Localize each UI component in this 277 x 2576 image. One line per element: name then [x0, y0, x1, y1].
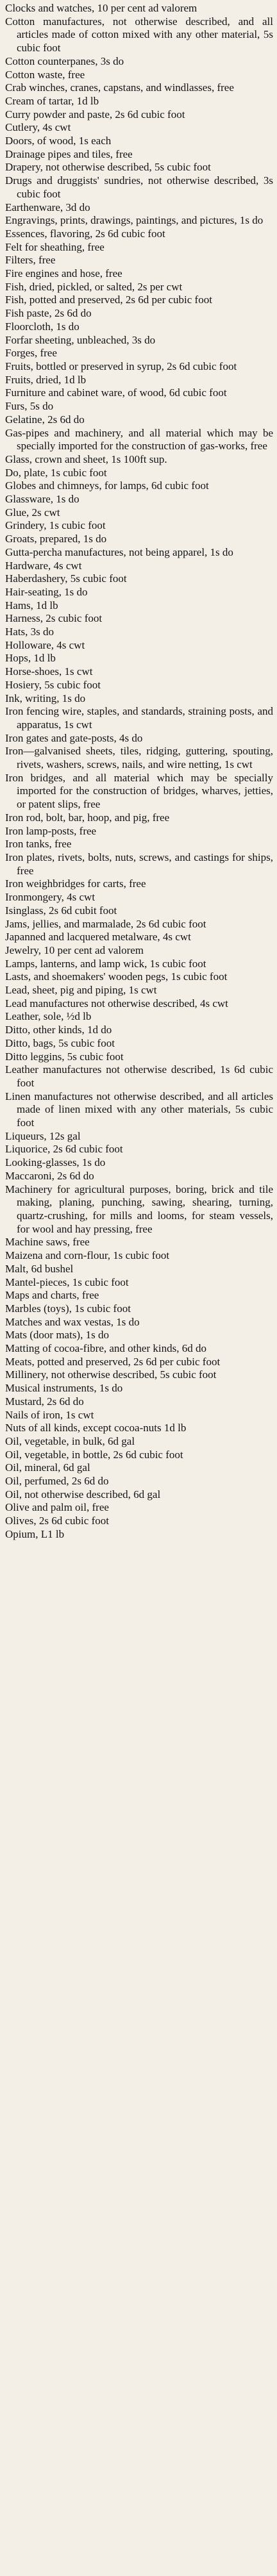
tariff-entry: Holloware, 4s cwt — [5, 638, 85, 651]
tariff-entry: Liquorice, 2s 6d cubic foot — [5, 1143, 123, 1156]
tariff-entry: Linen manufactures not otherwise described, and all articles made of linen mixed with any other materials, 5s cubic foot — [5, 1090, 273, 1129]
tariff-entry: Marbles (toys), 1s cubic foot — [5, 1302, 131, 1315]
tariff-entry: Lasts, and shoemakers' wooden pegs, 1s cubic foot — [5, 970, 228, 983]
tariff-entry: Leather, sole, ½d lb — [5, 1010, 92, 1023]
tariff-entry: Ditto, bags, 5s cubic foot — [5, 1036, 115, 1049]
tariff-entry: Olives, 2s 6d cubic foot — [5, 1515, 109, 1527]
tariff-entry: Drainage pipes and tiles, free — [5, 147, 133, 160]
tariff-entry: Oil, perfumed, 2s 6d do — [5, 1475, 109, 1488]
tariff-entry: Oil, not otherwise described, 6d gal — [5, 1488, 161, 1500]
tariff-entry: Cotton waste, free — [5, 68, 85, 81]
tariff-entry: Japanned and lacquered metalware, 4s cwt — [5, 931, 191, 943]
tariff-entry: Mantel-pieces, 1s cubic foot — [5, 1276, 129, 1288]
tariff-entry: Malt, 6d bushel — [5, 1262, 74, 1275]
tariff-entry: Fruits, bottled or preserved in syrup, 2s 6d cubic foot — [5, 360, 237, 372]
tariff-entry: Iron fencing wire, staples, and standards, straining posts, and apparatus, 1s cwt — [5, 705, 273, 731]
tariff-entry: Machine saws, free — [5, 1236, 90, 1249]
tariff-entry: Hops, 1d lb — [5, 652, 56, 665]
tariff-entry: Isinglass, 2s 6d cubit foot — [5, 904, 117, 917]
tariff-entry: Leather manufactures not otherwise described, 1s 6d cubic foot — [5, 1063, 273, 1089]
tariff-entry: Opium, L1 lb — [5, 1527, 65, 1540]
tariff-list — [5, 2, 273, 1541]
tariff-entry: Ditto, other kinds, 1d do — [5, 1024, 112, 1036]
tariff-entry: Jewelry, 10 per cent ad valorem — [5, 943, 144, 956]
tariff-entry: Glassware, 1s do — [5, 493, 80, 506]
tariff-entry: Drugs and druggists' sundries, not otherwise described, 3s cubic foot — [5, 174, 273, 200]
tariff-entry: Iron bridges, and all material which may be specially imported for the construction of bridges, wharves, jetties, or patent slips, free — [5, 771, 273, 811]
tariff-entry: Filters, free — [5, 254, 56, 267]
tariff-entry: Fish, dried, pickled, or salted, 2s per cwt — [5, 280, 183, 293]
tariff-entry: Oil, mineral, 6d gal — [5, 1461, 90, 1474]
tariff-entry: Iron tanks, free — [5, 838, 72, 851]
tariff-entry: Glue, 2s cwt — [5, 506, 60, 519]
tariff-entry: Drapery, not otherwise described, 5s cubic foot — [5, 161, 211, 174]
tariff-entry: Hats, 3s do — [5, 626, 55, 638]
tariff-entry: Floorcloth, 1s do — [5, 320, 80, 333]
tariff-entry: Forfar sheeting, unbleached, 3s do — [5, 333, 156, 346]
tariff-entry: Crab winches, cranes, capstans, and windlasses, free — [5, 81, 234, 94]
tariff-entry: Hardware, 4s cwt — [5, 559, 82, 572]
tariff-entry: Oil, vegetable, in bottle, 2s 6d cubic foot — [5, 1448, 183, 1461]
tariff-entry: Cream of tartar, 1d lb — [5, 94, 99, 107]
tariff-entry: Gelatine, 2s 6d do — [5, 413, 85, 426]
tariff-entry: Cutlery, 4s cwt — [5, 121, 71, 134]
tariff-entry: Nuts of all kinds, except cocoa-nuts 1d lb — [5, 1422, 187, 1434]
tariff-entry: Globes and chimneys, for lamps, 6d cubic foot — [5, 479, 209, 492]
tariff-entry: Essences, flavoring, 2s 6d cubic foot — [5, 227, 165, 240]
tariff-entry: Iron lamp-posts, free — [5, 824, 97, 837]
tariff-entry: Maccaroni, 2s 6d do — [5, 1169, 94, 1182]
tariff-entry: Forges, free — [5, 347, 57, 360]
tariff-entry: Meats, potted and preserved, 2s 6d per cubic foot — [5, 1355, 221, 1368]
tariff-entry: Glass, crown and sheet, 1s 100ft sup. — [5, 453, 167, 465]
tariff-entry: Groats, prepared, 1s do — [5, 533, 107, 545]
tariff-entry: Harness, 2s cubic foot — [5, 612, 103, 625]
tariff-entry: Hams, 1d lb — [5, 599, 58, 611]
tariff-entry: Maps and charts, free — [5, 1289, 99, 1302]
tariff-entry: Gutta-percha manufactures, not being apparel, 1s do — [5, 545, 233, 558]
tariff-entry: Furniture and cabinet ware, of wood, 6d cubic foot — [5, 386, 227, 399]
tariff-entry: Ironmongery, 4s cwt — [5, 891, 96, 904]
tariff-entry: Musical instruments, 1s do — [5, 1382, 123, 1395]
tariff-entry: Lamps, lanterns, and lamp wick, 1s cubic foot — [5, 957, 206, 970]
tariff-entry: Hosiery, 5s cubic foot — [5, 678, 101, 691]
tariff-entry: Felt for sheathing, free — [5, 240, 105, 253]
tariff-entry: Liqueurs, 12s gal — [5, 1129, 81, 1142]
tariff-entry: Matting of cocoa-fibre, and other kinds, 6d do — [5, 1342, 206, 1355]
tariff-entry: Earthenware, 3d do — [5, 201, 90, 213]
tariff-entry: Iron—galvanised sheets, tiles, ridging, guttering, spouting, rivets, washers, screws, nails, and wire netting, 1s cwt — [5, 745, 273, 771]
tariff-entry: Lead manufactures not otherwise described, 4s cwt — [5, 997, 228, 1010]
tariff-entry: Millinery, not otherwise described, 5s cubic foot — [5, 1368, 217, 1381]
tariff-entry: Furs, 5s do — [5, 400, 54, 413]
tariff-entry: Lead, sheet, pig and piping, 1s cwt — [5, 984, 157, 997]
tariff-entry: Iron weighbridges for carts, free — [5, 877, 146, 890]
tariff-entry: Ditto leggins, 5s cubic foot — [5, 1050, 124, 1063]
tariff-entry: Cotton counterpanes, 3s do — [5, 54, 124, 67]
tariff-entry: Fruits, dried, 1d lb — [5, 373, 87, 386]
tariff-entry: Matches and wax vestas, 1s do — [5, 1315, 140, 1328]
tariff-entry: Gas-pipes and machinery, and all material which may be specially imported for the construction of gas-works, free — [5, 426, 273, 453]
tariff-entry: Hair-seating, 1s do — [5, 585, 88, 598]
tariff-entry: Looking-glasses, 1s do — [5, 1156, 106, 1169]
tariff-entry: Fish, potted and preserved, 2s 6d per cubic foot — [5, 294, 212, 306]
tariff-entry: Mats (door mats), 1s do — [5, 1329, 109, 1342]
tariff-entry: Maizena and corn-flour, 1s cubic foot — [5, 1249, 170, 1262]
tariff-entry: Cotton manufactures, not otherwise described, and all articles made of cotton mixed with any other material, 5s cubic foot — [5, 15, 273, 54]
tariff-entry: Iron rod, bolt, bar, hoop, and pig, free — [5, 811, 170, 824]
tariff-entry: Horse-shoes, 1s cwt — [5, 665, 93, 678]
tariff-entry: Grindery, 1s cubic foot — [5, 519, 106, 532]
tariff-entry: Oil, vegetable, in bulk, 6d gal — [5, 1434, 135, 1447]
tariff-entry: Engravings, prints, drawings, paintings, and pictures, 1s do — [5, 214, 264, 227]
tariff-entry: Mustard, 2s 6d do — [5, 1395, 84, 1408]
tariff-entry: Ink, writing, 1s do — [5, 692, 86, 704]
tariff-entry: Fire engines and hose, free — [5, 267, 122, 280]
tariff-entry: Haberdashery, 5s cubic foot — [5, 572, 127, 585]
tariff-entry: Iron gates and gate-posts, 4s do — [5, 731, 143, 744]
tariff-entry: Fish paste, 2s 6d do — [5, 307, 92, 320]
tariff-entry: Clocks and watches, 10 per cent ad valorem — [5, 2, 197, 14]
tariff-entry: Do, plate, 1s cubic foot — [5, 466, 107, 479]
tariff-entry: Iron plates, rivets, bolts, nuts, screws, and castings for ships, free — [5, 851, 273, 877]
tariff-entry: Nails of iron, 1s cwt — [5, 1408, 94, 1421]
tariff-entry: Olive and palm oil, free — [5, 1501, 109, 1514]
tariff-entry: Doors, of wood, 1s each — [5, 135, 112, 147]
tariff-entry: Machinery for agricultural purposes, boring, brick and tile making, planing, punching, sawing, shearing, turning, quartz-crushing, for mills and looms, for steam vessels, for wool and hay pressing, free — [5, 1183, 273, 1235]
tariff-entry: Jams, jellies, and marmalade, 2s 6d cubic foot — [5, 917, 206, 930]
tariff-entry: Curry powder and paste, 2s 6d cubic foot — [5, 108, 185, 120]
